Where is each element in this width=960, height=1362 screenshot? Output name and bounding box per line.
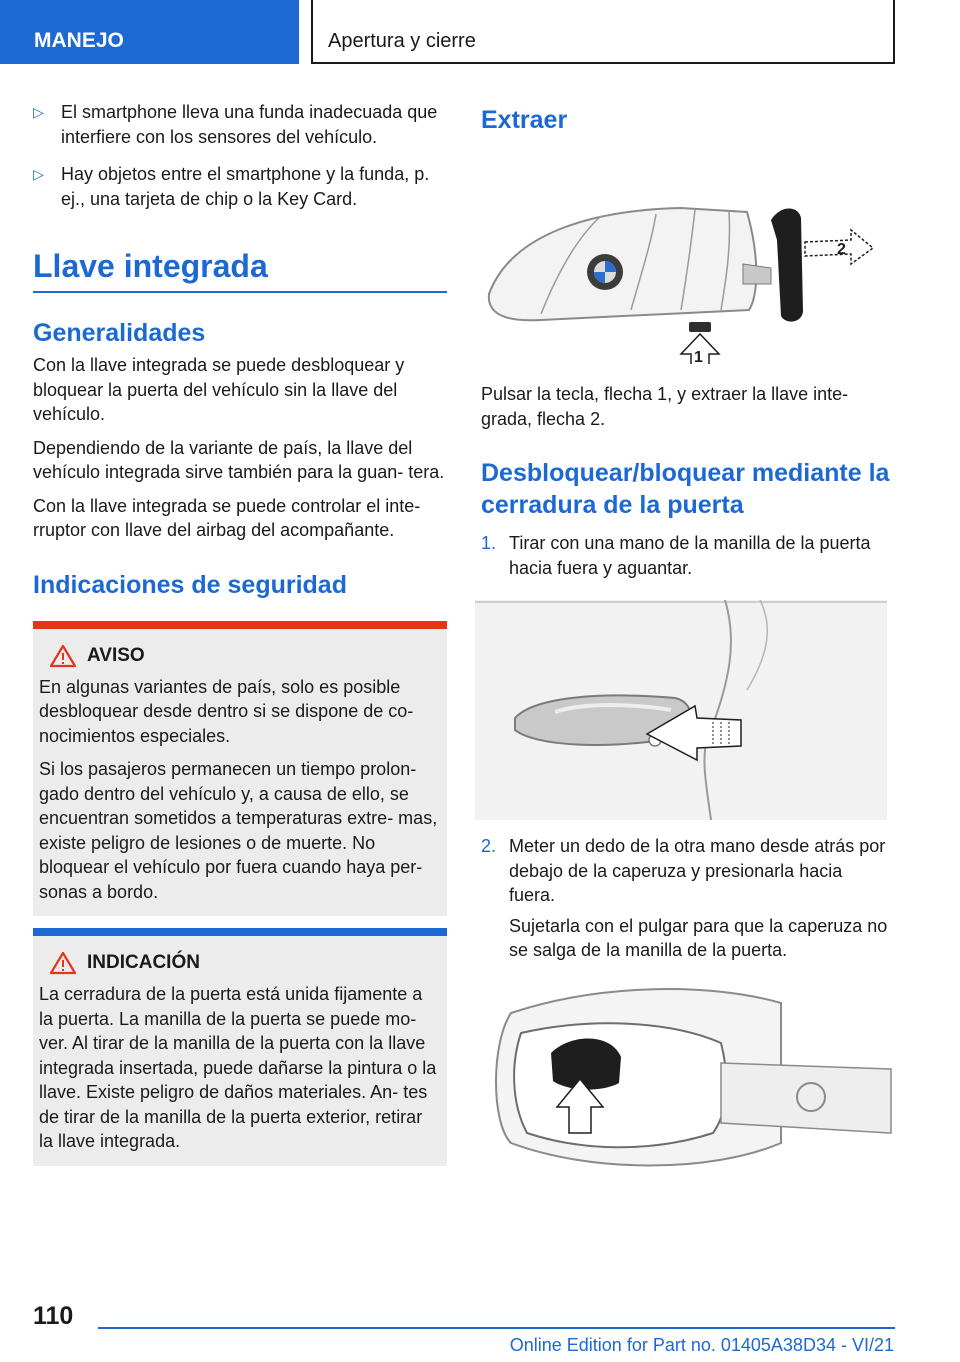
triangle-bullet-icon: ▷	[33, 104, 44, 120]
header-section-tab: MANEJO	[0, 0, 299, 64]
note-title-text: INDICACIÓN	[87, 952, 200, 973]
step-text: Tirar con una mano de la manilla de la puerta hacia fuera y aguantar.	[509, 533, 871, 578]
step-number: 2.	[481, 836, 497, 856]
note-paragraph: La cerradura de la puerta está unida fijamente a la puerta. La manilla de la puerta se puede mo‐ ver. Al tirar de la manilla de la puerta con la llave integrada insertada, puede dañarse la pintura o la llave. Existe peligro de daños materiales. An‐ tes de tirar de la manilla de la puerta exterior, retirar la llave integrada.	[39, 984, 437, 1151]
door-handle-figure	[475, 600, 887, 820]
step-extra-text: Sujetarla con el pulgar para que la caperuza no se salga de la manilla de la puerta.	[509, 915, 888, 960]
warning-paragraph: En algunas variantes de país, solo es posible desbloquear desde dentro si se dispone de co‐ nocimientos especiales.	[39, 676, 414, 746]
general-paragraph: Dependiendo de la variante de país, la llave del vehículo integrada sirve también para la guan‐ tera.	[33, 437, 445, 482]
lock-heading: Desbloquear/bloquear mediante la cerradura de la puerta	[481, 459, 890, 519]
key-extraction-figure	[481, 144, 893, 364]
general-heading: Generalidades	[33, 319, 206, 347]
section-title: Llave integrada	[33, 248, 268, 284]
step-text: Meter un dedo de la otra mano desde atrás por debajo de la caperuza y presionarla hacia fuera.	[509, 836, 886, 905]
section-title-wrap	[33, 245, 447, 293]
header-chapter-title: Apertura y cierre	[311, 0, 895, 64]
edition-text: Online Edition for Part no. 01405A38D34 - VI/21	[509, 1335, 894, 1355]
footer-divider	[98, 1327, 895, 1329]
safety-heading: Indicaciones de seguridad	[33, 570, 347, 599]
extract-heading: Extraer	[481, 106, 568, 134]
step-item	[481, 531, 893, 580]
page-number: 110	[33, 1302, 74, 1330]
list-item	[33, 162, 447, 211]
warning-triangle-icon	[49, 951, 77, 975]
door-cap-figure	[481, 983, 893, 1173]
general-paragraph: Con la llave integrada se puede desbloquear y bloquear la puerta del vehículo sin la llave del vehículo.	[33, 355, 405, 424]
warning-title	[39, 643, 441, 669]
arrow-label-2: 2	[837, 241, 846, 258]
warning-box	[33, 621, 447, 917]
right-column	[481, 100, 893, 1173]
arrow-label-1: 1	[694, 349, 703, 364]
bullet-text: El smartphone lleva una funda inadecuada que interfiere con los sensores del vehículo.	[61, 102, 438, 147]
list-item	[33, 100, 447, 149]
note-box	[33, 928, 447, 1166]
left-column	[33, 100, 447, 1166]
warning-paragraph: Si los pasajeros permanecen un tiempo prolon‐ gado dentro del vehículo y, a causa de ello, se encuentran sometidos a temperaturas extre‐ mas, existe peligro de lesiones o de muerte. No bloquear el vehículo por fuera cuando haya per‐ sonas a bordo.	[39, 759, 438, 902]
general-paragraph: Con la llave integrada se puede controlar el inte‐ rruptor con llave del airbag del acompañante.	[33, 495, 421, 540]
extract-text: Pulsar la tecla, flecha 1, y extraer la llave inte‐ grada, flecha 2.	[481, 384, 849, 429]
step-number: 1.	[481, 533, 497, 553]
triangle-bullet-icon: ▷	[33, 166, 44, 182]
step-item	[481, 834, 893, 908]
warning-title-text: AVISO	[87, 644, 145, 666]
warning-triangle-icon	[49, 644, 77, 668]
bullet-text: Hay objetos entre el smartphone y la funda, p. ej., una tarjeta de chip o la Key Card.	[61, 164, 430, 209]
note-title	[39, 950, 441, 976]
